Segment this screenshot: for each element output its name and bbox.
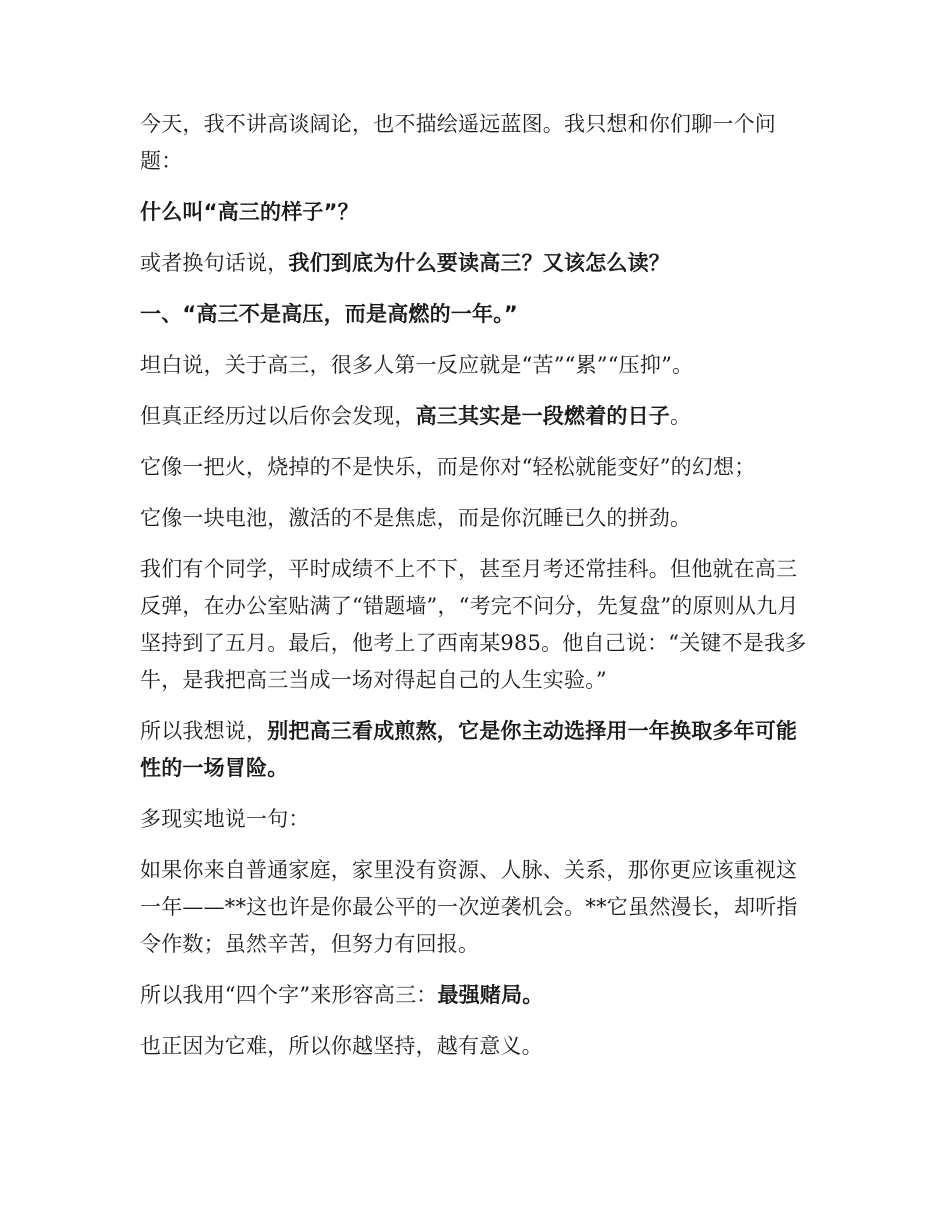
- paragraph: [140, 500, 812, 537]
- paragraph: [140, 194, 812, 231]
- bold-text-segment: 什么叫“高三的样子”？: [140, 200, 359, 224]
- paragraph: [140, 398, 812, 435]
- text-segment: 它像一块电池，激活的不是焦虑，而是你沉睡已久的拼劲。: [140, 506, 692, 530]
- paragraph: [140, 449, 812, 486]
- text-segment: 今天，我不讲高谈阔论，也不描绘遥远蓝图。我只想和你们聊一个问题：: [140, 112, 776, 173]
- text-segment: 所以我用“四个字”来形容高三：: [140, 983, 438, 1007]
- bold-text-segment: 别把高三看成煎熬，它是你主动选择用一年换取多年可能性的一场冒险。: [140, 719, 798, 780]
- text-segment: 也正因为它难，所以你越坚持，越有意义。: [140, 1034, 543, 1058]
- bold-text-segment: 一、“高三不是高压，而是高燃的一年。”: [140, 302, 518, 326]
- paragraph: [140, 713, 812, 787]
- paragraph: [140, 106, 812, 180]
- paragraph: [140, 347, 812, 384]
- document-body: [140, 106, 812, 1079]
- paragraph: [140, 551, 812, 699]
- text-segment: 。: [670, 404, 692, 428]
- text-segment: 但真正经历过以后你会发现，: [140, 404, 416, 428]
- text-segment: 我们有个同学，平时成绩不上不下，甚至月考还常挂科。但他就在高三反弹，在办公室贴满了“错题墙”，“考完不问分，先复盘”的原则从九月坚持到了五月。最后，他考上了西南某985。他自己说：“关键不是我多牛，是我把高三当成一场对得起自己的人生实验。”: [140, 557, 807, 692]
- paragraph: [140, 852, 812, 963]
- paragraph: [140, 245, 812, 282]
- paragraph: [140, 296, 812, 333]
- paragraph: [140, 801, 812, 838]
- bold-text-segment: 最强赌局。: [437, 983, 544, 1007]
- bold-text-segment: 我们到底为什么要读高三？又该怎么读？: [288, 251, 671, 275]
- text-segment: 如果你来自普通家庭，家里没有资源、人脉、关系，那你更应该重视这一年——**这也许是你最公平的一次逆袭机会。**它虽然漫长，却听指令作数；虽然辛苦，但努力有回报。: [140, 858, 798, 956]
- paragraph: [140, 1028, 812, 1065]
- text-segment: 或者换句话说，: [140, 251, 289, 275]
- paragraph: [140, 977, 812, 1014]
- text-segment: 它像一把火，烧掉的不是快乐，而是你对“轻松就能变好”的幻想；: [140, 455, 756, 479]
- text-segment: 多现实地说一句：: [140, 807, 310, 831]
- text-segment: 坦白说，关于高三，很多人第一反应就是“苦”“累”“压抑”。: [140, 353, 694, 377]
- bold-text-segment: 高三其实是一段燃着的日子: [415, 404, 671, 428]
- text-segment: 所以我想说，: [140, 719, 268, 743]
